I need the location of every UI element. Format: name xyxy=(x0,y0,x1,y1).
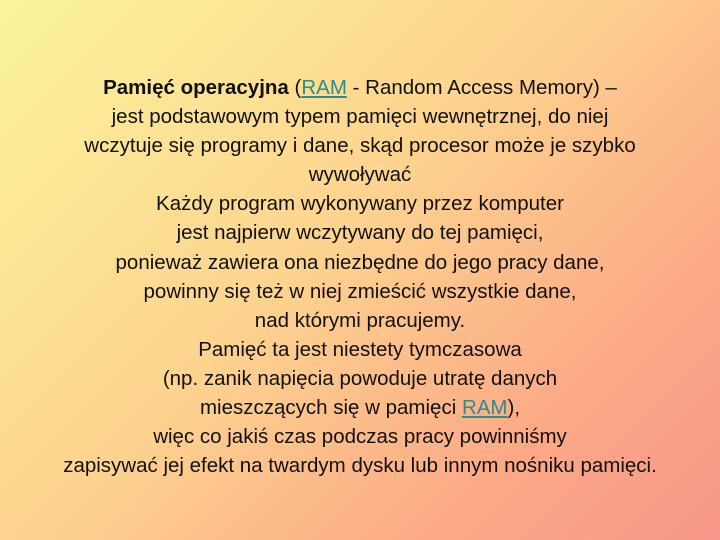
text-line: powinny się też w niej zmieścić wszystkie dane, xyxy=(143,279,577,303)
text-line xyxy=(0,73,720,102)
text-line xyxy=(0,393,720,422)
text-line: ponieważ zawiera ona niezbędne do jego pracy dane, xyxy=(115,250,605,274)
text-line: Pamięć ta jest niestety tymczasowa xyxy=(198,337,522,361)
text-line: jest najpierw wczytywany do tej pamięci, xyxy=(176,221,544,245)
text-line: nad którymi pracujemy. xyxy=(254,308,466,332)
ram-link[interactable]: RAM xyxy=(301,76,347,99)
text-line: zapisywać jej efekt na twardym dysku lub innym nośniku pamięci. xyxy=(63,454,657,478)
text-fragment: ( xyxy=(288,76,302,99)
text-line: (np. zanik napięcia powoduje utratę danych xyxy=(162,366,558,390)
text-line: wczytuje się programy i dane, skąd procesor może je szybko xyxy=(84,134,636,158)
text-fragment: ), xyxy=(507,396,521,420)
slide-body xyxy=(0,73,720,480)
text-fragment: - Random Access Memory) – xyxy=(346,76,617,99)
text-line: wywoływać xyxy=(308,163,412,187)
term-heading: Pamięć operacyjna xyxy=(103,76,289,99)
text-line: jest podstawowym typem pamięci wewnętrznej, do niej xyxy=(111,105,609,129)
text-fragment: mieszczących się w pamięci xyxy=(199,396,462,420)
text-line: więc co jakiś czas podczas pracy powinniśmy xyxy=(153,425,567,449)
ram-link[interactable]: RAM xyxy=(461,396,508,420)
text-line: Każdy program wykonywany przez komputer xyxy=(156,192,564,216)
